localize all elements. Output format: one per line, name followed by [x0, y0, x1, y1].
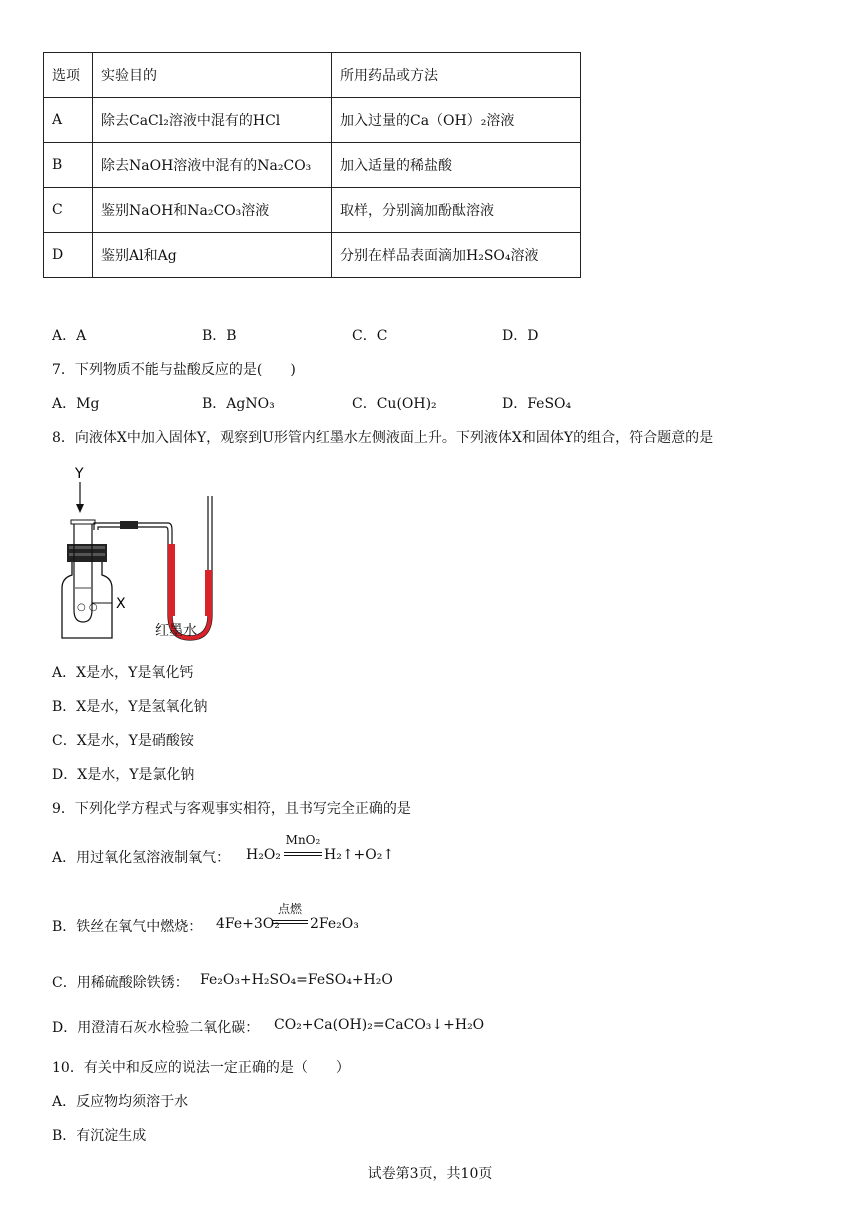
- table-row: [44, 188, 581, 233]
- q8-stem: 8．向液体X中加入固体Y，观察到U形管内红墨水左侧液面上升。下列液体X和固体Y的组合，符合题意的是: [52, 430, 714, 446]
- q6-choice-a: A．A: [52, 328, 87, 344]
- table-row: [44, 98, 581, 143]
- q6-choice-d: D．D: [502, 328, 539, 344]
- table-cell: 鉴别NaOH和Na₂CO₃溶液: [93, 188, 332, 233]
- table-cell: 加入适量的稀盐酸: [332, 143, 581, 188]
- options-table: [43, 52, 581, 278]
- table-cell: C: [44, 188, 93, 233]
- table-cell: 取样，分别滴加酚酞溶液: [332, 188, 581, 233]
- q6-choice-b: B．B: [202, 328, 237, 344]
- q7-choice-c: C．Cu(OH)₂: [352, 396, 437, 412]
- q9-a-right: H₂↑+O₂↑: [324, 847, 395, 863]
- q9-b-condition: 点燃: [277, 902, 302, 916]
- q9-a-equals-sign: [284, 852, 322, 856]
- table-row: [44, 143, 581, 188]
- q9-a-left: H₂O₂: [246, 847, 281, 863]
- table-cell: 分别在样品表面滴加H₂SO₄溶液: [332, 233, 581, 278]
- q7-choice-d: D．FeSO₄: [502, 396, 572, 412]
- svg-text:○ ○: ○ ○: [77, 602, 98, 613]
- q7-choice-a: A．Mg: [52, 396, 100, 412]
- q9-b-label: B．铁丝在氧气中燃烧：: [52, 919, 203, 935]
- q9-b-right: 2Fe₂O₃: [310, 916, 359, 932]
- q10-stem: 10．有关中和反应的说法一定正确的是（ ）: [52, 1060, 350, 1076]
- q9-c-equation: Fe₂O₃+H₂SO₄=FeSO₄+H₂O: [200, 972, 393, 988]
- q9-a-condition: MnO₂: [285, 833, 321, 847]
- q9-d-label: D．用澄清石灰水检验二氧化碳：: [52, 1020, 260, 1036]
- q9-a-label: A．用过氧化氢溶液制氧气：: [52, 850, 231, 866]
- q9-c-label: C．用稀硫酸除铁锈：: [52, 975, 189, 991]
- table-row: [44, 233, 581, 278]
- q7-stem: 7．下列物质不能与盐酸反应的是( ): [52, 362, 296, 378]
- table-cell: 除去NaOH溶液中混有的Na₂CO₃: [93, 143, 332, 188]
- q10-choice-b: B．有沉淀生成: [52, 1128, 147, 1144]
- q8-choice-b: B．X是水，Y是氢氧化钠: [52, 699, 208, 715]
- table-header-row: [44, 53, 581, 98]
- fig-label-ink: 红墨水: [155, 623, 197, 639]
- q8-choice-c: C．X是水，Y是硝酸铵: [52, 733, 194, 749]
- table-cell: A: [44, 98, 93, 143]
- table-cell: D: [44, 233, 93, 278]
- table-header: 实验目的: [93, 53, 332, 98]
- table-cell: 除去CaCl₂溶液中混有的HCl: [93, 98, 332, 143]
- table-cell: 加入过量的Ca（OH）₂溶液: [332, 98, 581, 143]
- u-tube-apparatus-diagram: [50, 460, 230, 642]
- q7-choice-b: B．AgNO₃: [202, 396, 275, 412]
- q6-choice-c: C．C: [352, 328, 388, 344]
- q10-choice-a: A．反应物均须溶于水: [52, 1094, 189, 1110]
- q9-d-equation: CO₂+Ca(OH)₂=CaCO₃↓+H₂O: [274, 1017, 485, 1033]
- page-footer: 试卷第3页，共10页: [367, 1166, 493, 1182]
- q8-choice-a: A．X是水，Y是氧化钙: [52, 665, 194, 681]
- table-header: 所用药品或方法: [332, 53, 581, 98]
- q9-stem: 9．下列化学方程式与客观事实相符，且书写完全正确的是: [52, 801, 411, 817]
- table-header: 选项: [44, 53, 93, 98]
- fig-label-x: X: [116, 596, 126, 612]
- fig-label-y: Y: [75, 466, 84, 482]
- q8-choice-d: D．X是水，Y是氯化钠: [52, 767, 195, 783]
- q9-b-left: 4Fe+3O₂: [216, 916, 280, 932]
- table-cell: 鉴别Al和Ag: [93, 233, 332, 278]
- q9-b-equals-sign: [272, 920, 308, 924]
- table-cell: B: [44, 143, 93, 188]
